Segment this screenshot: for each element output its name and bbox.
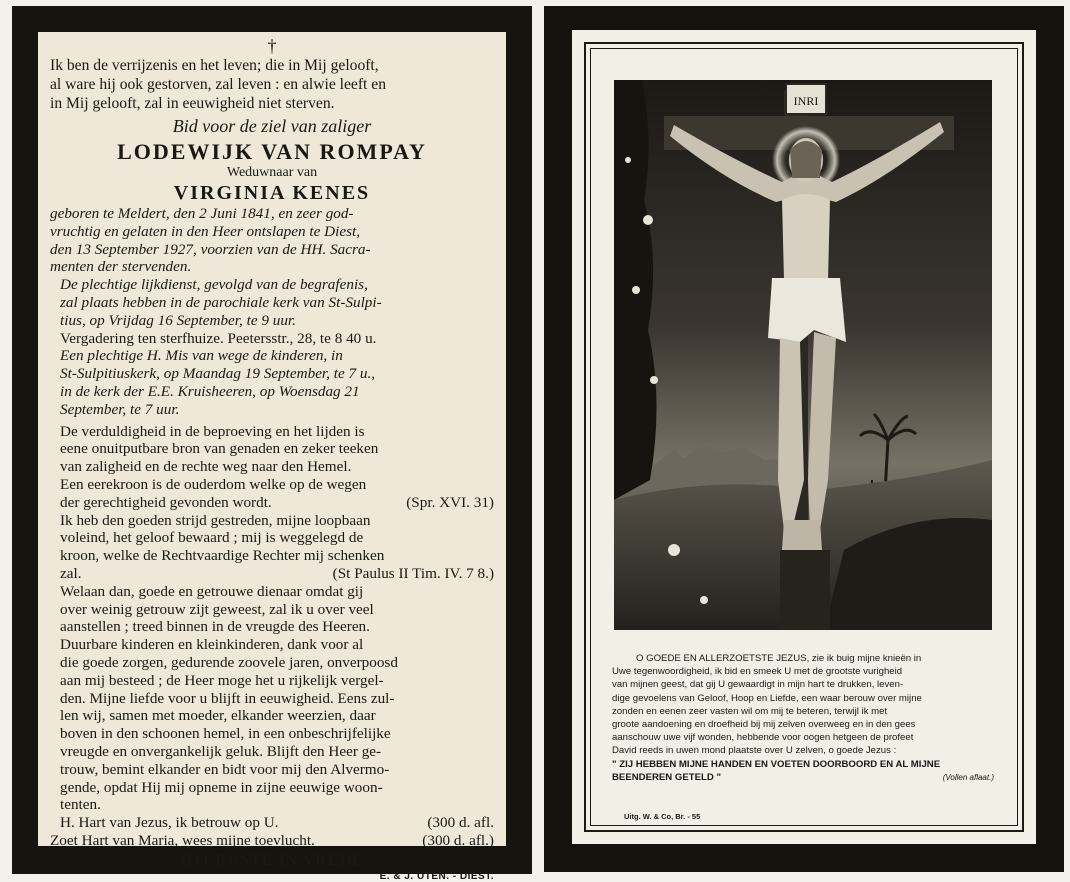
text-line: Ik heb den goeden strijd gestreden, mijne loopbaan [60,511,371,529]
caption-line: O GOEDE EN ALLERZOETSTE JEZUS, zie ik buig mijne knieën in [636,653,922,664]
notice-line: geboren te Meldert, den 2 Juni 1841, en zeer god- [50,205,354,222]
indulgence-note: (300 d. afl.) [422,831,494,849]
opening-verse [50,56,494,113]
notice-line: vruchtig en gelaten in den Heer ontslapen te Diest, [50,222,361,240]
text-line: kroon, welke de Rechtvaardige Rechter mij schenken [60,547,385,565]
crucifix-icon [614,80,992,630]
caption-quote-row [612,771,994,784]
indulgence-note: (300 d. afl. [427,814,494,832]
text-line: zal. [60,564,82,582]
text-line: Een eerekroon is de ouderdom welke op de wegen [60,475,367,493]
deceased-name: LODEWIJK VAN ROMPAY [117,139,427,164]
text-line: Welaan dan, goede en getrouwe dienaar omdat gij [60,582,364,600]
notice-line: menten der stervenden. [50,258,192,276]
publisher-credit: Uitg. W. & Co, Br. - 55 [624,812,701,821]
paragraph-farewell [50,636,494,814]
closing-invocation [50,832,494,850]
text-line: den. Mijne liefde voor u blijft in eeuwigheid. Eens zul- [60,689,395,707]
printer-credit: E. & J. UTEN. - DIEST. [379,870,494,882]
text-line: vreugde en onvergankelijk geluk. Blijft den Heer ge- [60,742,382,760]
text-line: De verduldigheid in de beproeving en het lijden is [60,422,365,440]
image-panel [572,30,1036,844]
invocation-text: Zoet Hart van Maria, wees mijne toevlucht. [50,831,315,849]
prayer-caption [612,652,994,784]
caption-quote: " ZIJ HEBBEN MIJNE HANDEN EN VOETEN DOORBOORD EN AL MIJNE [612,758,941,770]
text-line: trouw, bemint elkander en bidt voor mij den Alvermo- [60,760,390,778]
verse-line: in Mij gelooft, zal in eeuwigheid niet sterven. [50,95,335,112]
caption-line: aanschouw uwe vijf wonden, hebbende voor oogen hetgeen de profeet [612,732,914,744]
text-line-with-ref [50,494,494,512]
closing-invocation [50,814,494,832]
text-line: gende, opdat Hij mij opneme in zijne eeuwige woon- [60,778,383,796]
text-line: aanstellen ; treed binnen in de vreugde des Heeren. [60,618,370,636]
prayer-for: Bid voor de ziel van zaliger [172,116,372,136]
spouse-name: VIRGINIA KENES [173,182,371,204]
notice-line: St-Sulpitiuskerk, op Maandag 19 September, te 7 u., [60,365,376,383]
notice-line: zal plaats hebben in de parochiale kerk van St-Sulpi- [60,293,382,311]
text-line: der gerechtigheid gevonden wordt. [60,493,272,511]
funeral-notice [50,276,494,329]
crucifixion-illustration [614,80,992,630]
text-line: len wij, samen met moeder, elkander weerzien, daar [60,707,376,725]
mass-notice [50,347,494,418]
caption-line: dige gevoelens van Geloof, Hoop en Liefde, een waar berouw over mijne [612,692,922,704]
text-line: Duurbare kinderen en kleinkinderen, dank voor al [60,636,364,654]
cross-icon: † [267,36,277,56]
memorial-card-image [544,6,1064,872]
paragraph-fight [50,512,494,583]
text-line: over weinig getrouw zijt geweest, zal ik u over veel [60,600,374,618]
caption-line: Uwe tegenwoordigheid, ik bid en smeek U met de grootste vurigheid [612,666,903,678]
text-line: aan mij besteed ; de Heer moge het u rijkelijk vergel- [60,671,384,689]
caption-line: David reeds in uwen mond plaatste over U zelven, o goede Jezus : [612,745,897,757]
birth-death-notice [50,205,494,276]
notice-line: den 13 September 1927, voorzien van de HH. Sacra- [50,240,371,258]
text-line: die goede zorgen, gedurende zoovele jaren, onverpoosd [60,653,398,671]
notice-line: De plechtige lijkdienst, gevolgd van de begrafenis, [60,276,368,294]
caption-line: van mijnen geest, dat gij U gewaardigt in mijn hart te drukken, leven- [612,679,904,691]
text-line: boven in den schoonen hemel, in een onbeschrijfelijke [60,725,391,743]
caption-line: groote aandoening en droefheid bij mij zelven overweeg en in den gees [612,719,916,731]
caption-line: zonden en eenen zeer vasten wil om mij te beteren, terwijl ik met [612,705,888,717]
text-line: van zaligheid en de rechte weg naar den Hemel. [60,458,352,476]
paragraph-servant [50,583,494,636]
caption-quote: BEENDEREN GETELD " [612,771,722,783]
text-line: eene onuitputbare bron van genaden en zeker teeken [60,440,379,458]
indulgence-note: (Vollen aflaat.) [942,772,994,782]
gathering-notice: Vergadering ten sterfhuize. Peetersstr., 28, te 8 40 u. [60,329,377,347]
paragraph-patience [50,423,494,476]
card-text-panel [38,32,506,882]
rest-in-peace: HIJ RUSTE IN VREDE [180,851,364,869]
inri-sign: INRI [793,94,819,108]
widower-of: Weduwnaar van [226,165,318,180]
notice-line: tius, op Vrijdag 16 September, te 9 uur. [60,311,296,329]
text-line: tenten. [60,796,101,814]
notice-line: September, te 7 uur. [60,400,180,418]
text-line-with-ref [50,565,494,583]
scripture-reference: (Spr. XVI. 31) [406,493,494,511]
invocation-text: H. Hart van Jezus, ik betrouw op U. [60,814,279,832]
verse-line: Ik ben de verrijzenis en het leven; die in Mij gelooft, [50,57,379,74]
verse-line: al ware hij ook gestorven, zal leven : en alwie leeft en [50,76,386,93]
scripture-reference: (St Paulus II Tim. IV. 7 8.) [332,564,494,582]
paragraph-crown [50,476,494,512]
memorial-card-text [12,6,532,882]
notice-line: Een plechtige H. Mis van wege de kinderen, in [60,347,343,365]
text-line: voleind, het geloof bewaard ; mij is weggelegd de [60,529,364,547]
notice-line: in de kerk der E.E. Kruisheeren, op Woensdag 21 [60,382,360,400]
